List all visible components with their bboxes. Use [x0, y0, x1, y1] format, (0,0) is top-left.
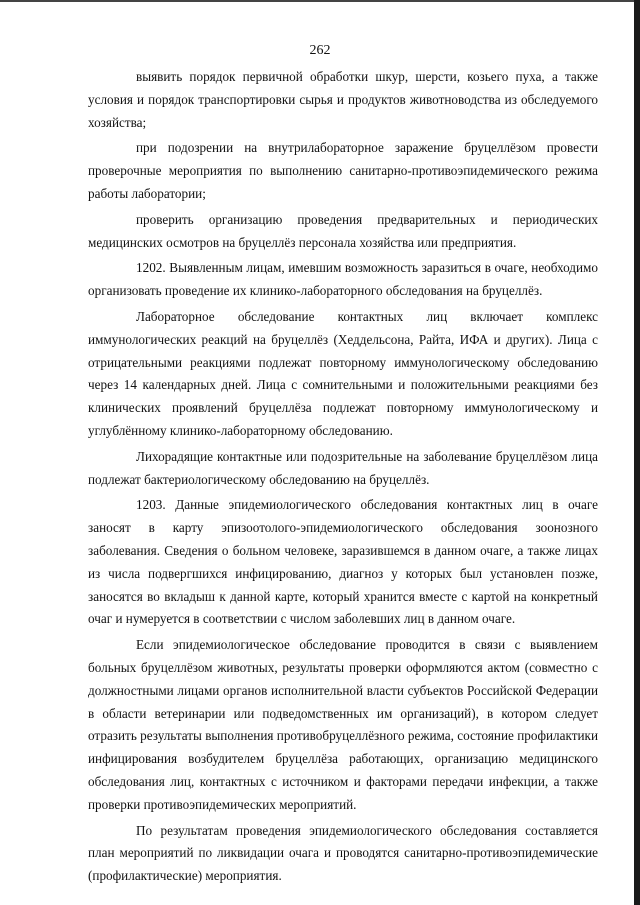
document-body	[88, 66, 598, 891]
paragraph: Если эпидемиологическое обследование проводится в связи с выявлением больных бруцеллёзом животных, результаты проверки оформляются актом (совместно с должностными лицами органов исполнительной власти субъектов Российской Федерации в области ветеринарии или подведомственных им организаций), в котором следует отразить результаты выполнения противобруцеллёзного режима, состояние профилактики инфицирования возбудителем бруцеллёза работающих, организацию медицинского обследования лиц, контактных с источником и факторами передачи инфекции, а также проверки противоэпидемических мероприятий.	[88, 637, 598, 812]
page-number: 262	[309, 43, 331, 58]
paragraph: выявить порядок первичной обработки шкур, шерсти, козьего пуха, а также условия и порядок транспортировки сырья и продуктов животноводства из обследуемого хозяйства;	[88, 69, 598, 130]
scan-edge-top	[0, 0, 640, 2]
paragraph: По результатам проведения эпидемиологического обследования составляется план мероприятий по ликвидации очага и проводятся санитарно-противоэпидемические (профилактические) мероприятия.	[88, 822, 598, 884]
paragraph: 1202. Выявленным лицам, имевшим возможность заразиться в очаге, необходимо организовать проведение их клинико-лабораторного обследования на бруцеллёз.	[88, 260, 598, 299]
scan-edge-right	[634, 0, 640, 905]
paragraph: при подозрении на внутрилабораторное заражение бруцеллёзом провести проверочные мероприятия по выполнению санитарно-противоэпидемического режима работы лаборатории;	[88, 140, 598, 201]
paragraph: Лихорадящие контактные или подозрительные на заболевание бруцеллёзом лица подлежат бактериологическому обследованию на бруцеллёз.	[88, 448, 598, 487]
paragraph: Лабораторное обследование контактных лиц включает комплекс иммунологических реакций на бруцеллёз (Хеддельсона, Райта, ИФА и других). Лица с отрицательными реакциями подлежат повторному иммунологическому обследованию через 14 календарных дней. Лица с сомнительными и положительными реакциями без клинических проявлений бруцеллёза подлежат повторному иммунологическому и углублённому клинико-лабораторному обследованию.	[88, 308, 598, 438]
paragraph: проверить организацию проведения предварительных и периодических медицинских осмотров на бруцеллёз персонала хозяйства или предприятия.	[88, 211, 598, 250]
paragraph: 1203. Данные эпидемиологического обследования контактных лиц в очаге заносят в карту эпизоотолого-эпидемиологического обследования зоонозного заболевания. Сведения о больном человеке, заразившемся в данном очаге, а также лицах из числа подвергшихся инфицированию, диагноз у которых был установлен позже, заносятся во вкладыш к данной карте, который хранится вместе с картой на конкретный очаг и нумеруется в соответствии с числом заболевших лиц в данном очаге.	[88, 497, 598, 627]
